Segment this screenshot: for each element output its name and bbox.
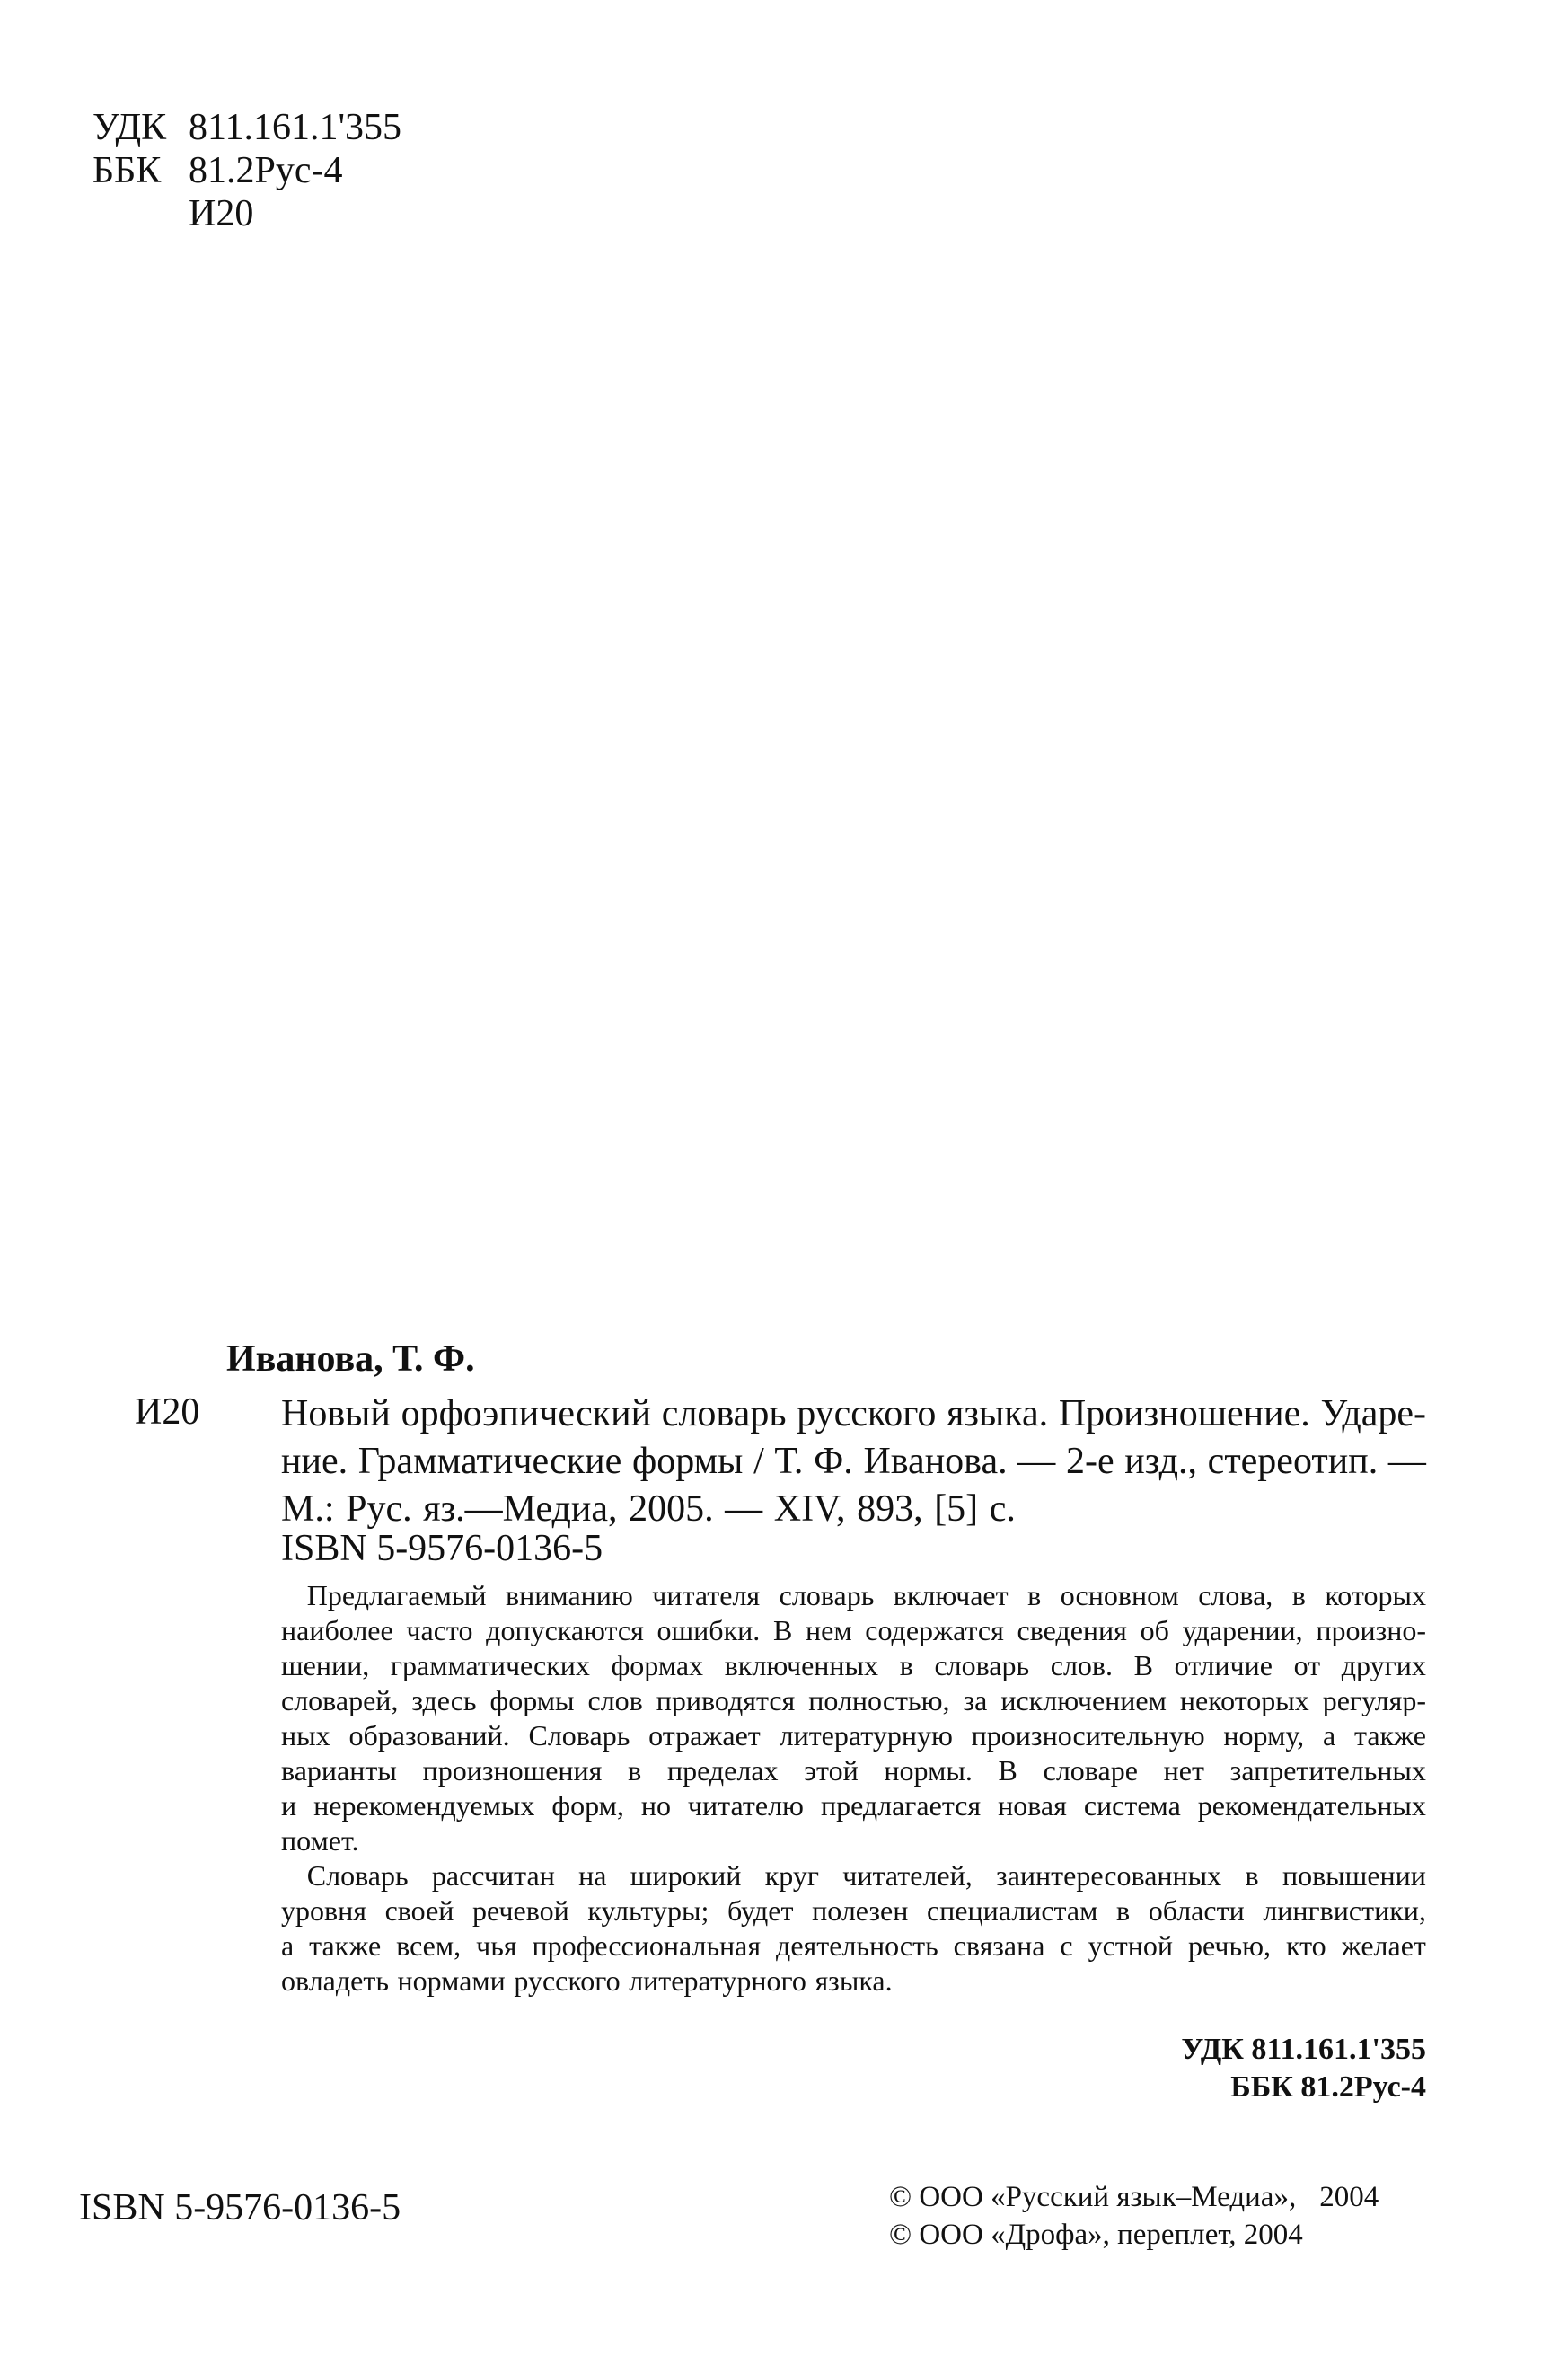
- word: за: [963, 1684, 988, 1716]
- word: языка.: [815, 1964, 893, 1997]
- word: Грамматические: [357, 1441, 622, 1482]
- word: словарей,: [281, 1684, 399, 1716]
- word: специалистам: [926, 1894, 1098, 1927]
- word: Словарь: [306, 1859, 409, 1892]
- word: ние.: [281, 1441, 348, 1482]
- word: произно-: [1316, 1614, 1426, 1646]
- word: повышении: [1282, 1859, 1426, 1892]
- word: В: [1133, 1649, 1153, 1681]
- word: уровня: [281, 1894, 366, 1927]
- word: лингвистики,: [1263, 1894, 1426, 1927]
- word: [5]: [934, 1488, 979, 1530]
- word: в: [899, 1649, 913, 1681]
- word: формах: [611, 1649, 704, 1681]
- word: широкий: [630, 1859, 742, 1892]
- word: культуры;: [587, 1894, 709, 1927]
- word: 2005.: [629, 1488, 714, 1530]
- word: наиболее: [281, 1614, 393, 1646]
- word: исключением: [1000, 1684, 1167, 1716]
- word: деятельность: [776, 1929, 938, 1962]
- word: М.:: [281, 1488, 335, 1530]
- word: помет.: [281, 1824, 359, 1857]
- word: читателю: [687, 1789, 804, 1822]
- annotation-paragraph-1: [281, 1578, 1426, 1858]
- card-description: [281, 1390, 1426, 1533]
- word: словарь: [934, 1649, 1030, 1681]
- word: стереотип.: [1207, 1441, 1379, 1482]
- bbk-label: ББК: [92, 150, 162, 191]
- annotation-line: [281, 1788, 1426, 1823]
- word: будет: [727, 1894, 794, 1927]
- word: вниманию: [506, 1579, 633, 1611]
- word: XIV,: [773, 1488, 846, 1530]
- word: —: [1387, 1441, 1426, 1482]
- author-mark-top: И20: [189, 193, 254, 234]
- word: система: [1083, 1789, 1181, 1822]
- top-classification-codes: [92, 106, 401, 235]
- word: всем,: [396, 1929, 462, 1962]
- annotation-line: [281, 1893, 1426, 1928]
- bbk-row: [92, 149, 401, 192]
- isbn-bottom: ISBN 5-9576-0136-5: [79, 2187, 401, 2228]
- card-author: Иванова, Т. Ф.: [226, 1338, 475, 1380]
- word: /: [753, 1441, 764, 1482]
- annotation-line: [281, 1823, 1426, 1858]
- word: норму,: [1223, 1719, 1305, 1752]
- annotation-line: [281, 1718, 1426, 1753]
- word: в: [628, 1754, 642, 1787]
- word: изд.,: [1124, 1441, 1197, 1482]
- word: нем: [805, 1614, 852, 1646]
- word: В: [772, 1614, 793, 1646]
- word: русского: [797, 1393, 937, 1434]
- word: сведения: [1017, 1614, 1127, 1646]
- word: —: [725, 1488, 763, 1530]
- word: отличие: [1174, 1649, 1273, 1681]
- word: устной: [1088, 1929, 1174, 1962]
- udk-value: 811.161.1'355: [189, 107, 402, 148]
- copyright-line-1-text: © ООО «Русский язык–Медиа»,: [889, 2181, 1297, 2213]
- word: произношения: [422, 1754, 603, 1787]
- word: 893,: [857, 1488, 923, 1530]
- word: а: [281, 1929, 295, 1962]
- word: 2-е: [1065, 1441, 1114, 1482]
- annotation-line: [281, 1578, 1426, 1613]
- word: новая: [998, 1789, 1067, 1822]
- word: с.: [989, 1488, 1016, 1530]
- word: содержатся: [865, 1614, 1004, 1646]
- word: а: [1322, 1719, 1336, 1752]
- word: и: [281, 1789, 297, 1822]
- annotation-line: [281, 1928, 1426, 1963]
- word: в: [1027, 1579, 1042, 1611]
- word: читателей,: [842, 1859, 973, 1892]
- word: кто: [1285, 1929, 1326, 1962]
- word: словарь: [779, 1579, 875, 1611]
- word: в: [1115, 1894, 1131, 1927]
- word: словарь: [661, 1393, 787, 1434]
- word: речью,: [1188, 1929, 1271, 1962]
- word: в: [1291, 1579, 1306, 1611]
- word: Иванова.: [863, 1441, 1008, 1482]
- word: яз.—Медиа,: [423, 1488, 618, 1530]
- word: которых: [1325, 1579, 1426, 1611]
- word: профессиональная: [532, 1929, 762, 1962]
- word: включенных: [724, 1649, 879, 1681]
- annotation: [281, 1578, 1426, 1999]
- word: пределах: [666, 1754, 779, 1787]
- bottom-udk: УДК 811.161.1'355: [1181, 2033, 1426, 2066]
- word: слов.: [1050, 1649, 1114, 1681]
- word: нет: [1163, 1754, 1204, 1787]
- bottom-classification-codes: [1181, 2031, 1426, 2106]
- word: предлагается: [820, 1789, 982, 1822]
- word: речевой: [472, 1894, 569, 1927]
- word: Ф.: [814, 1441, 853, 1482]
- word: В: [998, 1754, 1017, 1787]
- word: литературную: [779, 1719, 953, 1752]
- word: некоторых: [1179, 1684, 1309, 1716]
- word: нормы.: [884, 1754, 973, 1787]
- annotation-line: [281, 1858, 1426, 1893]
- word: здесь: [411, 1684, 477, 1716]
- annotation-line: [281, 1613, 1426, 1648]
- copyright-block: [889, 2178, 1379, 2254]
- card-isbn: ISBN 5-9576-0136-5: [281, 1528, 603, 1569]
- word: включает: [893, 1579, 1009, 1611]
- bbk-value: 81.2Рус-4: [189, 150, 343, 191]
- word: Предлагаемый: [306, 1579, 487, 1611]
- word: от: [1293, 1649, 1321, 1681]
- word: русского: [514, 1964, 621, 1997]
- word: нерекомендуемых: [313, 1789, 535, 1822]
- word: образований.: [348, 1719, 510, 1752]
- word: ошибки.: [656, 1614, 761, 1646]
- udk-row: [92, 106, 401, 149]
- word: слов: [587, 1684, 643, 1716]
- annotation-line: [281, 1683, 1426, 1718]
- word: словаре: [1043, 1754, 1138, 1787]
- word: слова,: [1198, 1579, 1273, 1611]
- word: других: [1341, 1649, 1426, 1681]
- word: формы: [632, 1441, 744, 1482]
- word: форм,: [551, 1789, 624, 1822]
- word: заинтересованных: [996, 1859, 1222, 1892]
- word: регуляр-: [1322, 1684, 1426, 1716]
- word: Словарь: [528, 1719, 630, 1752]
- word: своей: [384, 1894, 454, 1927]
- copyright-line-1: [889, 2178, 1379, 2216]
- word: об: [1140, 1614, 1169, 1646]
- word: читателя: [652, 1579, 761, 1611]
- word: орфоэпический: [401, 1393, 652, 1434]
- word: допускаются: [486, 1614, 644, 1646]
- word: языка.: [947, 1393, 1049, 1434]
- word: в: [1245, 1859, 1259, 1892]
- word: произносительную: [971, 1719, 1205, 1752]
- word: литературного: [629, 1964, 806, 1997]
- word: полностью,: [808, 1684, 950, 1716]
- word: Т.: [774, 1441, 804, 1482]
- word: полезен: [812, 1894, 909, 1927]
- word: грамматических: [390, 1649, 590, 1681]
- word: на: [578, 1859, 607, 1892]
- word: рассчитан: [431, 1859, 555, 1892]
- bottom-bbk: ББК 81.2Рус-4: [1230, 2070, 1426, 2104]
- word: шении,: [281, 1649, 370, 1681]
- word: запретительных: [1229, 1754, 1426, 1787]
- udk-label: УДК: [92, 107, 167, 148]
- word: отражает: [648, 1719, 761, 1752]
- word: приводятся: [656, 1684, 796, 1716]
- word: ных: [281, 1719, 330, 1752]
- word: рекомендательных: [1197, 1789, 1426, 1822]
- annotation-line: [281, 1963, 1426, 1999]
- annotation-line: [281, 1648, 1426, 1683]
- word: также: [1353, 1719, 1426, 1752]
- word: связана: [953, 1929, 1045, 1962]
- word: нормами: [397, 1964, 506, 1997]
- word: области: [1148, 1894, 1245, 1927]
- word: с: [1060, 1929, 1073, 1962]
- word: —: [1017, 1441, 1056, 1482]
- description-line: [281, 1390, 1426, 1438]
- word: овладеть: [281, 1964, 389, 1997]
- word: Произношение.: [1058, 1393, 1310, 1434]
- word: Ударе-: [1320, 1393, 1426, 1434]
- word: формы: [489, 1684, 575, 1716]
- word: Рус.: [346, 1488, 412, 1530]
- word: варианты: [281, 1754, 397, 1787]
- annotation-line: [281, 1753, 1426, 1788]
- word: часто: [406, 1614, 473, 1646]
- word: чья: [476, 1929, 517, 1962]
- word: круг: [764, 1859, 819, 1892]
- card-author-mark: И20: [135, 1391, 200, 1433]
- word: основном: [1060, 1579, 1179, 1611]
- word: Новый: [281, 1393, 391, 1434]
- copyright-line-1-year: 2004: [1319, 2181, 1379, 2213]
- description-line: [281, 1438, 1426, 1486]
- word: ударении,: [1182, 1614, 1303, 1646]
- word: этой: [804, 1754, 859, 1787]
- word: также: [309, 1929, 382, 1962]
- word: желает: [1341, 1929, 1426, 1962]
- annotation-paragraph-2: [281, 1858, 1426, 1999]
- copyright-line-2: © ООО «Дрофа», переплет, 2004: [889, 2219, 1303, 2251]
- word: но: [640, 1789, 671, 1822]
